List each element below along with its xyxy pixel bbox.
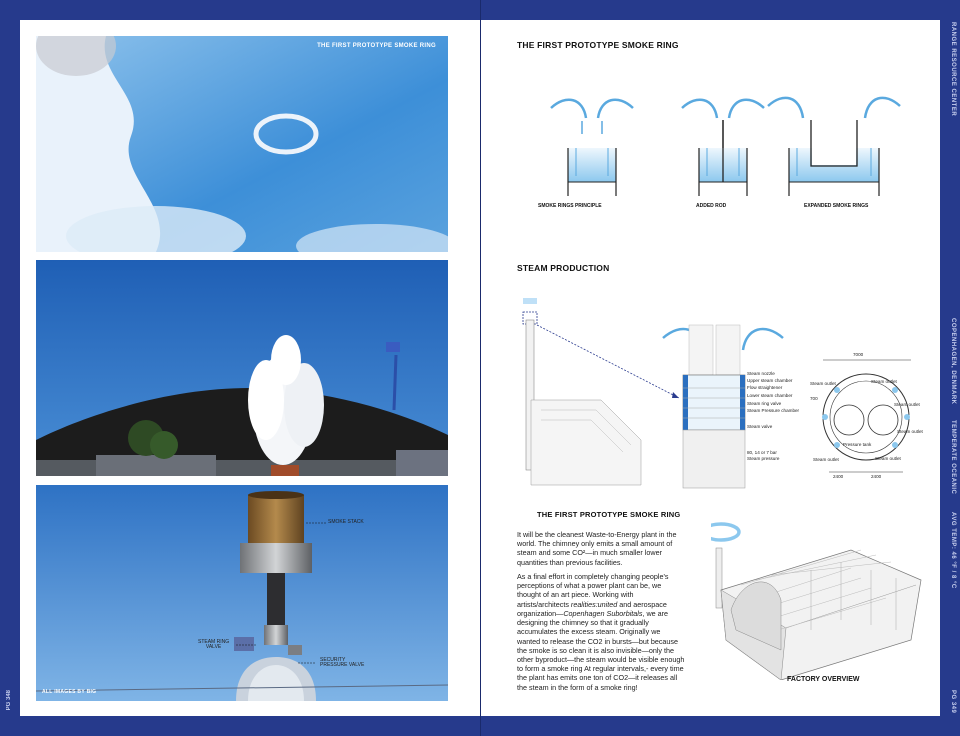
diagram-label-principle: SMOKE RINGS PRINCIPLE	[538, 203, 602, 209]
steam-ring-valve-label: STEAM RING VALVE	[198, 639, 230, 650]
side-label-climate: TEMPERATE OCEANIC	[950, 420, 956, 495]
steam-label-pressure-chamber: Steam Pressure chamber	[747, 408, 800, 413]
steam-section-title: STEAM PRODUCTION	[517, 263, 610, 273]
plan-steam-outlet-6: Steam outlet	[875, 456, 901, 461]
smoke-ring-sky-photo	[36, 36, 448, 252]
page-number-right: PG 349	[950, 690, 956, 714]
plan-steam-outlet-2: Steam outlet	[871, 379, 897, 384]
steam-label-upper-chamber: Upper steam chamber	[747, 378, 793, 383]
steam-production-diagram	[511, 290, 936, 490]
photo-caption: THE FIRST PROTOTYPE SMOKE RING	[317, 43, 436, 49]
smoke-rings-diagrams	[521, 76, 901, 196]
plan-steam-outlet-3: Steam outlet	[894, 402, 920, 407]
plan-dim-bottom-right: 2400	[871, 474, 882, 479]
factory-overview-caption: FACTORY OVERVIEW	[787, 676, 860, 683]
side-label-city: COPENHAGEN, DENMARK	[950, 318, 956, 405]
factory-overview-illustration	[711, 510, 931, 680]
security-valve-label: SECURITY PRESSURE VALVE	[320, 657, 365, 668]
copenhagen-suborbitals-text: Copenhagen Suborbitals	[563, 608, 643, 618]
photo-credit: ALL IMAGES BY BIG	[42, 689, 97, 695]
diagram-label-added-rod: ADDED ROD	[696, 203, 727, 209]
steam-pressure-label: 80, 14 or 7 bar Steam pressure	[747, 450, 780, 461]
plan-dim-side: 700	[810, 396, 818, 401]
paragraph-1: It will be the cleanest Waste-to-Energy plant in the world. The chimney only emits a small amount of steam and some CO²—in much smaller lower quantities than previous facilities.	[517, 530, 677, 567]
paragraph-2-part-5: , we are designing the chimney so that it gradually accumulates the excess steam. Originally we wanted to release the CO2 in bursts—but because the smoke is so clean it is also invisible—only the other byproduct—the steam would be visible enough to form a smoke ring At regular intervals,- every time the plant has emits one ton of CO2—it releases all the steam in the form of a smoke ring!	[517, 608, 685, 692]
steam-burst-photo	[36, 260, 448, 476]
right-page	[481, 20, 940, 716]
text-section-title: THE FIRST PROTOTYPE SMOKE RING	[537, 510, 681, 519]
rings-section-title: THE FIRST PROTOTYPE SMOKE RING	[517, 40, 679, 50]
paragraph-2	[517, 572, 685, 692]
page-number-left: PG 348	[6, 690, 12, 711]
realities-united-text: realities:united	[570, 599, 618, 609]
plan-steam-outlet-4: Steam outlet	[897, 429, 923, 434]
steam-label-nozzle: Steam nozzle	[747, 371, 775, 376]
left-page	[20, 20, 480, 716]
plan-dim-bottom-left: 2400	[833, 474, 844, 479]
paragraph-2-part-3: and aerospace organization—	[517, 599, 667, 618]
diagram-label-expanded: EXPANDED SMOKE RINGS	[804, 203, 869, 209]
steam-label-ring-valve: Steam ring valve	[747, 401, 782, 406]
plan-dim-top: 7000	[853, 352, 864, 357]
plan-pressure-tank: Pressure tank	[843, 442, 872, 447]
side-label-temp: AVG TEMP: 46 °F / 8 °C	[950, 512, 956, 589]
smoke-stack-photo	[36, 485, 448, 701]
smoke-stack-label: SMOKE STACK	[328, 519, 364, 525]
steam-label-lower-chamber: Lower steam chamber	[747, 393, 793, 398]
side-label-range: RANGE RESOURCE CENTER	[950, 22, 956, 117]
paragraph-2-part-1: As a final effort in completely changing people's perceptions of what a power plant can be, we thought of an art piece. Working with artists/architects	[517, 572, 669, 609]
plan-steam-outlet-5: Steam outlet	[813, 457, 839, 462]
steam-label-flow-straightener: Flow straightener	[747, 385, 783, 390]
steam-label-valve: Steam valve	[747, 424, 773, 429]
plan-steam-outlet-1: Steam outlet	[810, 381, 836, 386]
